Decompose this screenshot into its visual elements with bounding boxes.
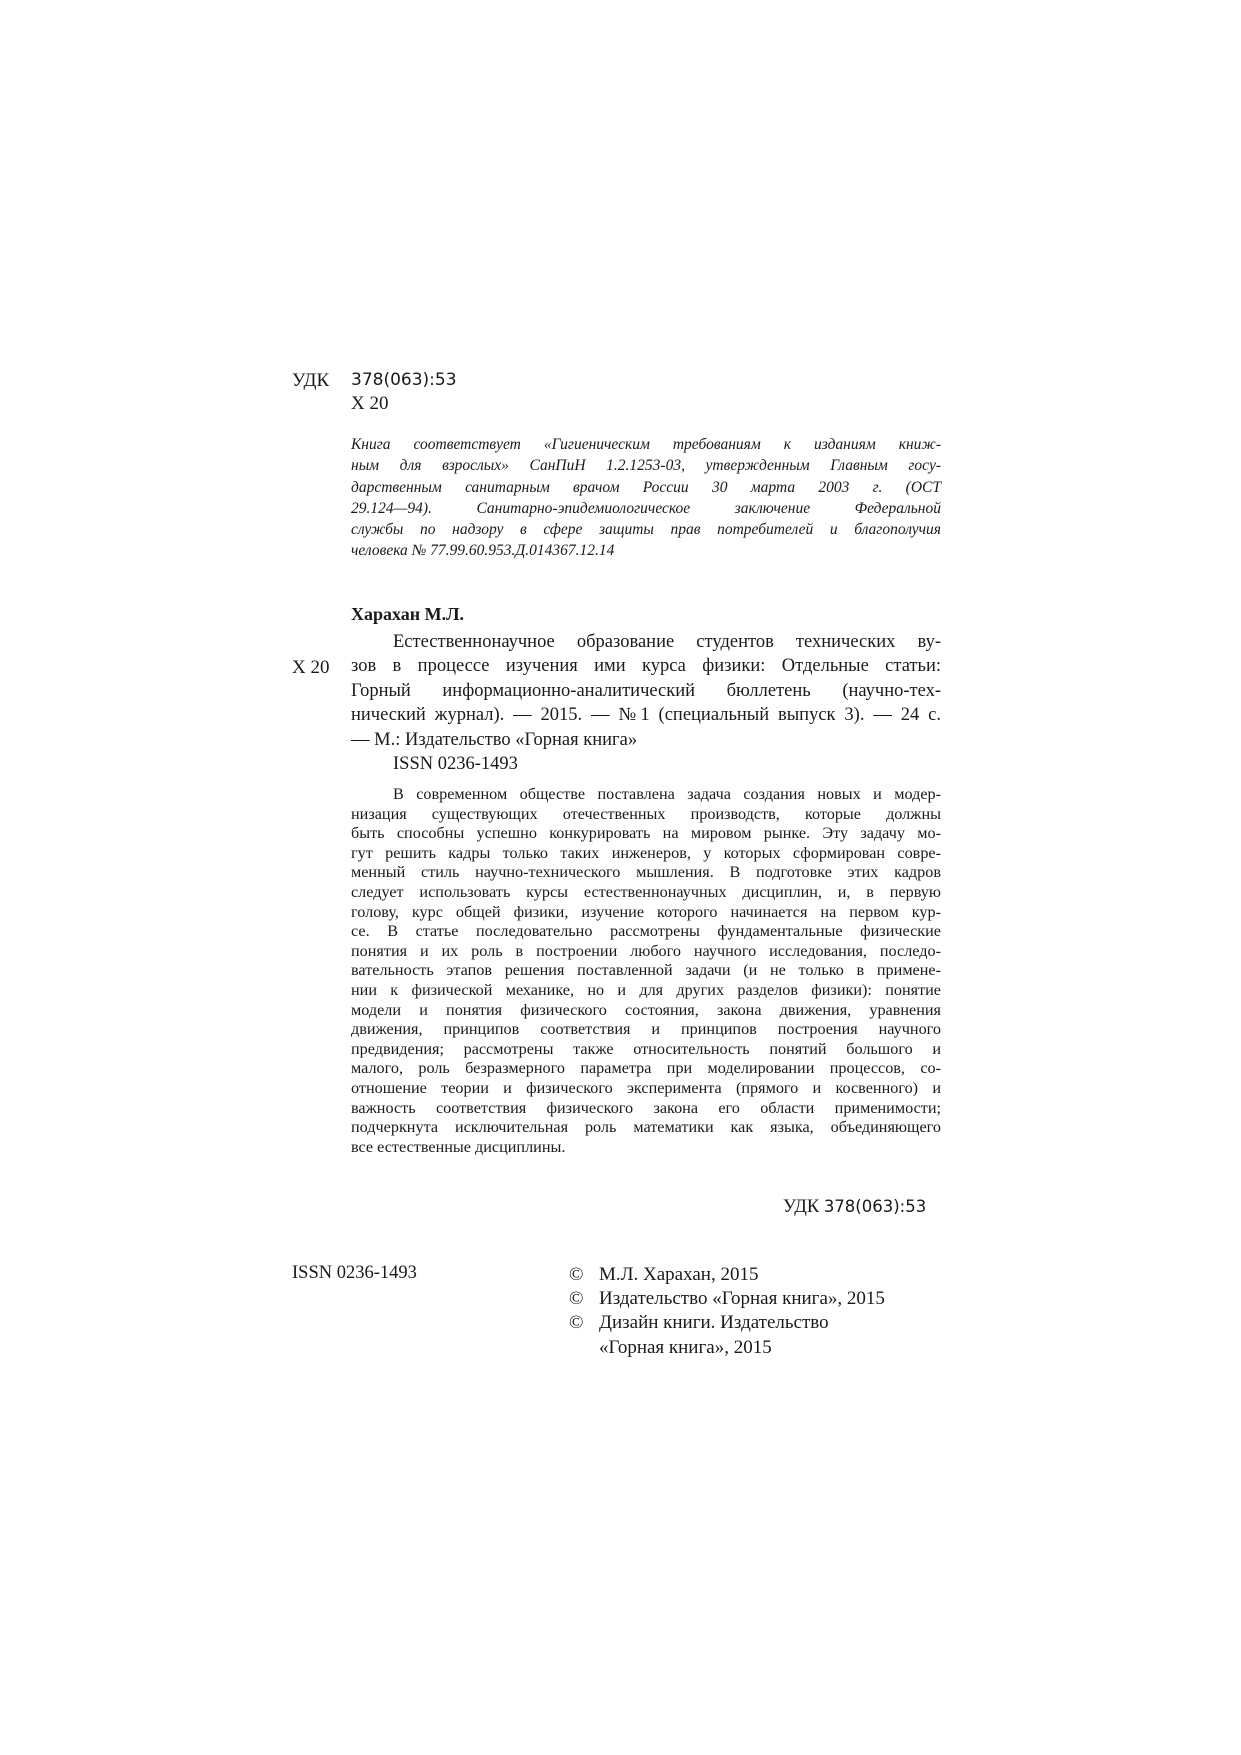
copyright-symbol: © — [569, 1264, 584, 1285]
abstract-line: движения, принципов соответствия и принципов построения научного — [351, 1020, 941, 1039]
udk-label: УДК — [292, 370, 330, 391]
abstract-line: понятия и их роль в построении любого научного исследования, последо- — [351, 941, 941, 960]
abstract-line: малого, роль безразмерного параметра при моделировании процессов, со- — [351, 1059, 941, 1078]
issn-bottom: ISSN 0236-1493 — [292, 1263, 417, 1283]
biblio-line: Естественнонаучное образование студентов технических ву- — [393, 632, 941, 652]
notice-line: службы по надзору в сфере защиты прав потребителей и благополучия — [351, 521, 941, 539]
notice-line: человека № 77.99.60.953.Д.014367.12.14 — [351, 542, 615, 560]
abstract-line: В современном обществе поставлена задача создания новых и модер- — [393, 785, 941, 803]
abstract-line: отношение теории и физического эксперимента (прямого и косвенного) и — [351, 1078, 941, 1097]
abstract-line: голову, курс общей физики, изучение которого начинается на первом кур- — [351, 902, 941, 921]
issn-line: ISSN 0236-1493 — [393, 754, 518, 774]
abstract-line: модели и понятия физического состояния, закона движения, уравнения — [351, 1000, 941, 1019]
biblio-line: нический журнал). — 2015. — №1 (специальный выпуск 3). — 24 с. — [351, 705, 941, 726]
copyright-text: Дизайн книги. Издательство — [599, 1312, 829, 1334]
abstract-line: важность соответствия физического закона его области применимости; — [351, 1098, 941, 1117]
copyright-symbol: © — [569, 1288, 584, 1310]
bibliographic-description — [351, 630, 941, 752]
abstract — [351, 785, 941, 1157]
author-mark-top: Х 20 — [351, 393, 389, 414]
abstract-line: все естественные дисциплины. — [351, 1137, 566, 1156]
copyright-text: Издательство «Горная книга», 2015 — [599, 1288, 885, 1310]
abstract-line: вательность этапов решения поставленной задачи (и не только в примене- — [351, 961, 941, 980]
udk-code: 378(063):53 — [351, 370, 457, 390]
abstract-line: се. В статье последовательно рассмотрены фундаментальные физические — [351, 922, 941, 941]
author-mark-side: Х 20 — [292, 657, 330, 678]
copyright-row — [569, 1311, 885, 1335]
sanitary-notice — [351, 434, 941, 562]
abstract-line: предвидения; рассмотрены также относительность понятий большого и — [351, 1039, 941, 1058]
abstract-line: следует использовать курсы естественнонаучных дисциплин, и, в первую — [351, 882, 941, 901]
biblio-line: — М.: Издательство «Горная книга» — [351, 729, 638, 750]
abstract-line: быть способны успешно конкурировать на мировом рынке. Эту задачу мо- — [351, 824, 941, 843]
copyright-text: М.Л. Харахан, 2015 — [599, 1264, 759, 1285]
biblio-line: Горный информационно-аналитический бюллетень (научно-тех- — [351, 680, 941, 701]
copyright-continuation: «Горная книга», 2015 — [599, 1336, 772, 1358]
notice-line: 29.124—94). Санитарно-эпидемиологическое заключение Федеральной — [351, 499, 941, 517]
notice-line: ным для взрослых» СанПиН 1.2.1253-03, утвержденным Главным госу- — [351, 457, 941, 475]
abstract-line: менный стиль научно-технического мышления. В подготовке этих кадров — [351, 863, 941, 882]
udk-bottom — [783, 1197, 926, 1218]
biblio-line: зов в процессе изучения ими курса физики: Отдельные статьи: — [351, 656, 941, 677]
notice-line: дарственным санитарным врачом России 30 марта 2003 г. (ОСТ — [351, 478, 941, 496]
abstract-line: низация существующих отечественных производств, которые должны — [351, 804, 941, 823]
author-name: Харахан М.Л. — [351, 604, 465, 624]
copyright-symbol: © — [569, 1312, 584, 1334]
udk-bottom-code: 378(063):53 — [823, 1197, 927, 1216]
notice-line: Книга соответствует «Гигиеническим требованиям к изданиям книж- — [351, 436, 941, 453]
abstract-line: нии к физической механике, но и для других разделов физики): понятие — [351, 980, 941, 999]
udk-bottom-label: УДК — [783, 1197, 820, 1217]
abstract-line: гут решить кадры только таких инженеров, у которых сформирован совре- — [351, 843, 941, 862]
abstract-line: подчеркнута исключительная роль математики как языка, объединяющего — [351, 1118, 941, 1137]
copyright-block — [569, 1263, 885, 1360]
copyright-row — [569, 1263, 885, 1287]
copyright-row — [569, 1287, 885, 1311]
